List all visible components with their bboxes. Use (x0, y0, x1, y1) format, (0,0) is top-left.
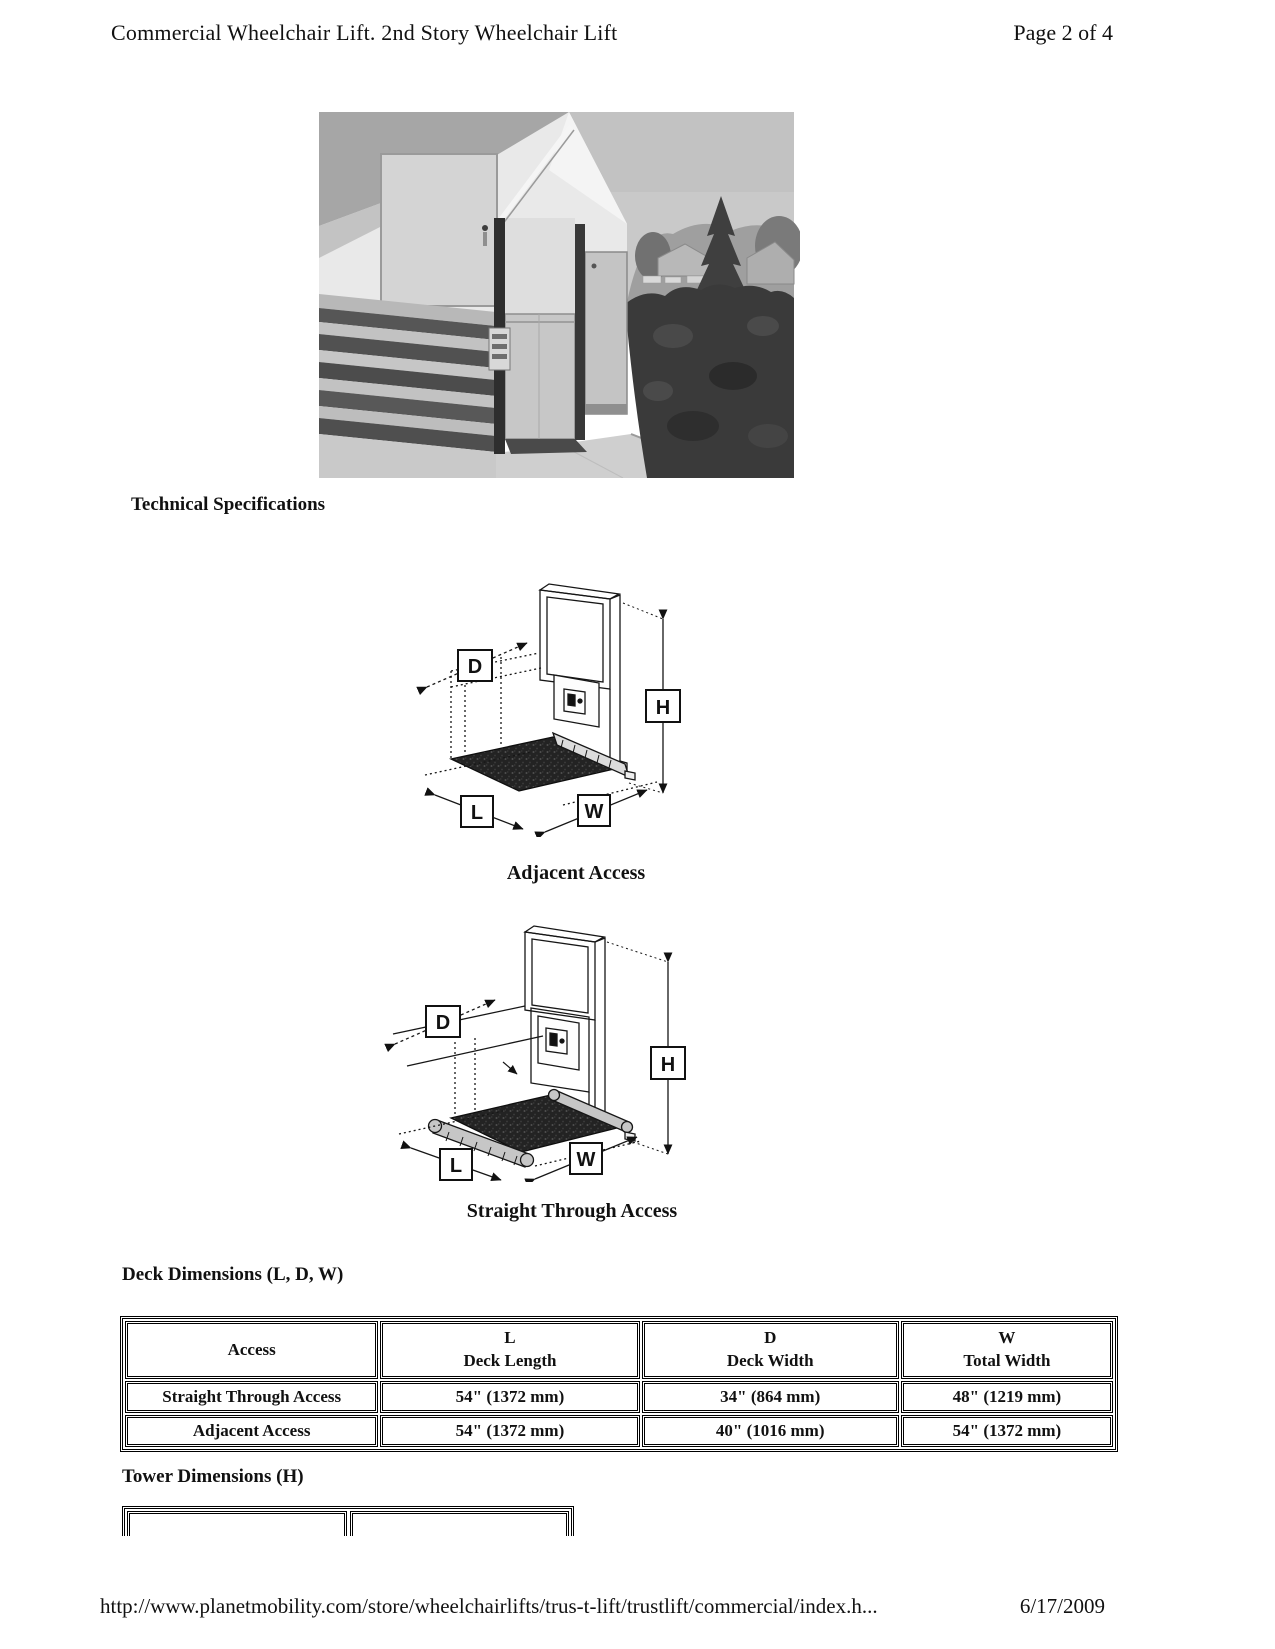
technical-specifications-heading: Technical Specifications (131, 494, 326, 515)
adjacent-access-caption: Adjacent Access (506, 862, 646, 884)
cell-deck-width: 40" (1016 mm) (642, 1415, 899, 1447)
svg-text:D: D (467, 656, 483, 678)
svg-text:H: H (660, 1054, 676, 1076)
straight-through-access-diagram (383, 920, 690, 1182)
svg-text:H: H (655, 697, 671, 719)
tower-dimensions-table-partial (122, 1506, 574, 1536)
col-header-total-width: W Total Width (901, 1321, 1113, 1379)
document-title: Commercial Wheelchair Lift. 2nd Story Wheelchair Lift (111, 20, 618, 45)
lift-photo (313, 106, 800, 478)
svg-text:D: D (435, 1012, 451, 1034)
cell-access: Straight Through Access (125, 1381, 378, 1413)
footer-url: http://www.planetmobility.com/store/wheelchairlifts/trus-t-lift/trustlift/commercial/index.h... (100, 1594, 878, 1618)
cell-total-width: 48" (1219 mm) (901, 1381, 1113, 1413)
dim-label-width (578, 795, 610, 826)
straight-through-access-caption: Straight Through Access (466, 1200, 678, 1222)
dim-label-height (646, 690, 680, 722)
footer-date: 6/17/2009 (1019, 1594, 1105, 1618)
dim-label-width (570, 1143, 602, 1174)
dim-label-length (440, 1149, 472, 1180)
col-header-deck-length: L Deck Length (380, 1321, 639, 1379)
photo-stairs (319, 294, 496, 478)
col-header-deck-width: D Deck Width (642, 1321, 899, 1379)
cell-total-width: 54" (1372 mm) (901, 1415, 1113, 1447)
tower-dimensions-heading: Tower Dimensions (H) (122, 1466, 304, 1487)
table-row-straight-through (125, 1381, 1113, 1413)
lift-line-drawing (393, 926, 668, 1180)
svg-text:L: L (449, 1155, 463, 1177)
adjacent-access-diagram (413, 575, 685, 837)
svg-text:W: W (576, 1149, 596, 1171)
deck-dimensions-table (120, 1316, 1118, 1452)
dim-label-length (461, 796, 493, 827)
cell-deck-length: 54" (1372 mm) (380, 1415, 639, 1447)
svg-text:W: W (584, 801, 604, 823)
photo-hedge (625, 284, 794, 478)
col-header-access: Access (125, 1321, 378, 1379)
page-indicator: Page 2 of 4 (1013, 20, 1113, 45)
deck-dimensions-heading: Deck Dimensions (L, D, W) (122, 1264, 344, 1285)
partial-table-cell (350, 1511, 570, 1536)
partial-table-cell (127, 1511, 347, 1536)
svg-text:L: L (470, 802, 484, 824)
cell-access: Adjacent Access (125, 1415, 378, 1447)
lift-line-drawing (425, 584, 663, 832)
dim-label-depth (458, 650, 492, 681)
cell-deck-length: 54" (1372 mm) (380, 1381, 639, 1413)
cell-deck-width: 34" (864 mm) (642, 1381, 899, 1413)
dim-label-height (651, 1047, 685, 1079)
dim-label-depth (426, 1006, 460, 1037)
table-header-row (125, 1321, 1113, 1379)
table-row-adjacent (125, 1415, 1113, 1447)
